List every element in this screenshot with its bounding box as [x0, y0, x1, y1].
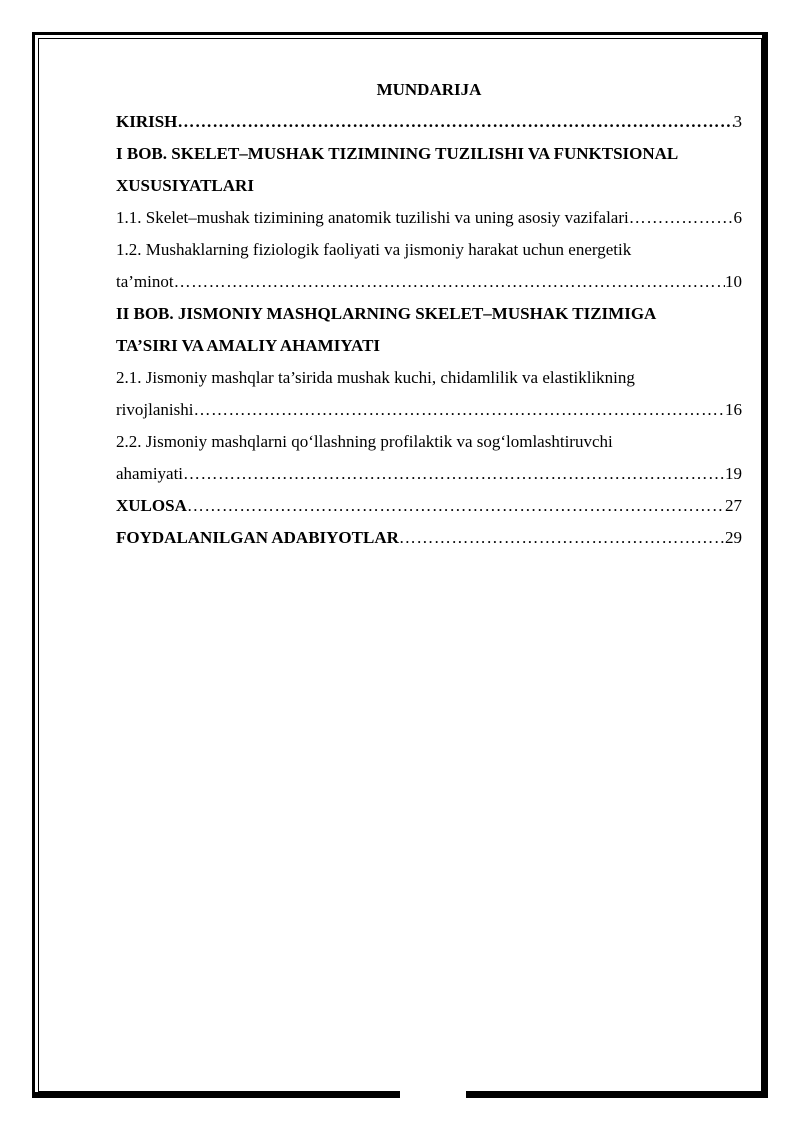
page-frame-bottom-gap	[400, 1090, 466, 1100]
toc-entry-xulosa[interactable]	[116, 490, 742, 522]
toc-entry-label: ahamiyati	[116, 464, 184, 483]
dot-leader	[629, 202, 734, 234]
toc-page-number: 29	[725, 528, 742, 547]
toc-entry-1-2-line-1: 1.2. Mushaklarning fiziologik faoliyati va jismoniy harakat uchun energetik	[116, 240, 632, 259]
dot-leader	[183, 458, 725, 490]
toc-entry-label: rivojlanishi	[116, 400, 194, 419]
toc-entry-label: XULOSA	[116, 496, 187, 515]
chapter-2-heading-line-2: TA’SIRI VA AMALIY AHAMIYATI	[116, 336, 381, 355]
toc-entry-1-2[interactable]	[116, 266, 742, 298]
chapter-1-heading-line-2: XUSUSIYATLARI	[116, 176, 254, 195]
toc-entry-2-2[interactable]	[116, 458, 742, 490]
table-of-contents	[116, 74, 742, 554]
toc-page-number: 6	[733, 208, 742, 227]
page-frame-right-edge	[762, 34, 766, 1096]
page-frame-bottom-left	[34, 1092, 400, 1097]
chapter-2-heading-line-1: II BOB. JISMONIY MASHQLARNING SKELET–MUSHAK TIZIMIGA	[116, 304, 657, 323]
dot-leader	[193, 394, 725, 426]
toc-page-number: 3	[733, 112, 742, 131]
toc-entry-label: ta’minot	[116, 272, 174, 291]
dot-leader	[174, 266, 725, 298]
toc-page-number: 27	[725, 496, 742, 515]
toc-page-number: 19	[725, 464, 742, 483]
toc-entry-2-1[interactable]	[116, 394, 742, 426]
dot-leader	[187, 490, 725, 522]
chapter-1-heading-line-1: I BOB. SKELET–MUSHAK TIZIMINING TUZILISHI VA FUNKTSIONAL	[116, 144, 679, 163]
toc-title: MUNDARIJA	[376, 80, 482, 99]
toc-entry-label: KIRISH	[116, 112, 178, 131]
toc-entry-label: 1.1. Skelet–mushak tizimining anatomik tuzilishi va uning asosiy vazifalari	[116, 208, 629, 227]
toc-entry-1-1[interactable]	[116, 202, 742, 234]
toc-entry-kirish[interactable]	[116, 106, 742, 138]
toc-page-number: 10	[725, 272, 742, 291]
toc-entry-adabiyotlar[interactable]	[116, 522, 742, 554]
page-frame-bottom-right	[466, 1092, 766, 1097]
toc-entry-2-1-line-1: 2.1. Jismoniy mashqlar ta’sirida mushak kuchi, chidamlilik va elastiklikning	[116, 368, 635, 387]
toc-page-number: 16	[725, 400, 742, 419]
toc-entry-2-2-line-1: 2.2. Jismoniy mashqlarni qo‘llashning profilaktik va sog‘lomlashtiruvchi	[116, 432, 613, 451]
dot-leader	[399, 522, 725, 554]
dot-leader	[177, 106, 733, 138]
toc-entry-label: FOYDALANILGAN ADABIYOTLAR	[116, 528, 399, 547]
